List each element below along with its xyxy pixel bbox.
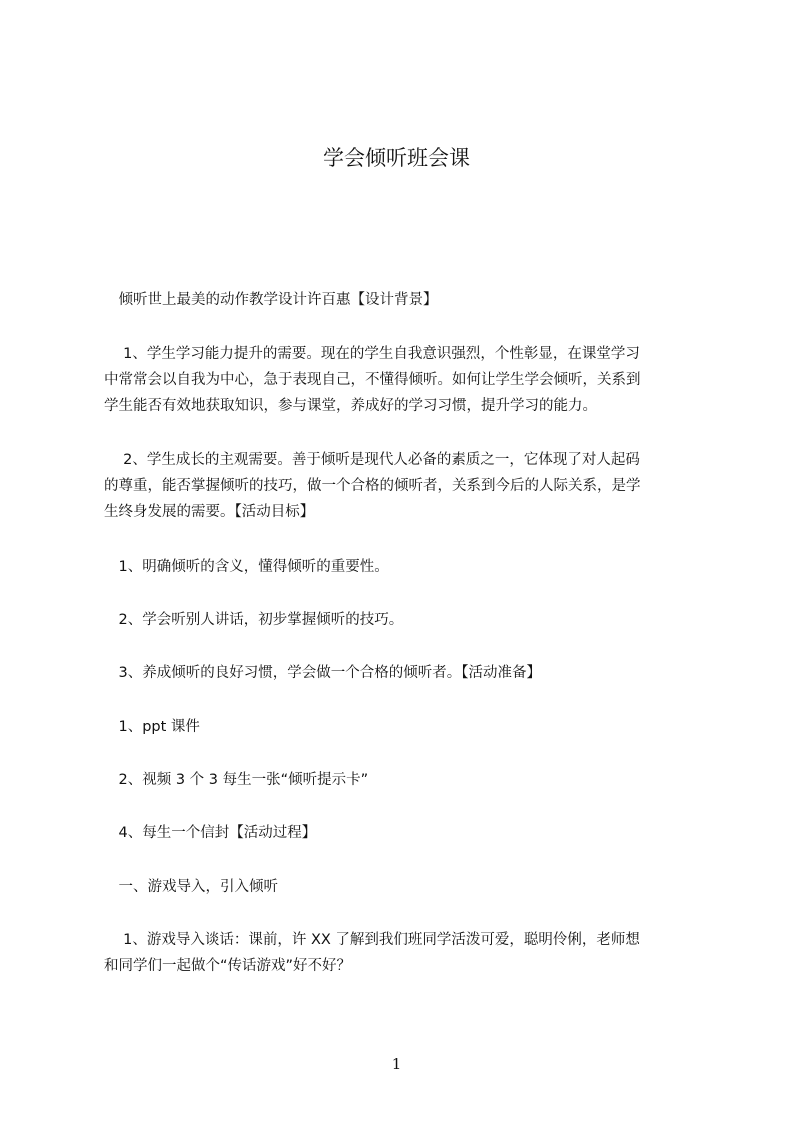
text-line: 生终身发展的需要。【活动目标】 (104, 504, 315, 520)
text-line: 1、明确倾听的含义，懂得倾听的重要性。 (104, 559, 389, 575)
text-line: 1、ppt 课件 (104, 719, 200, 735)
text-line: 1、学生学习能力提升的需要。现在的学生自我意识强烈，个性彰显，在课堂学习 (104, 346, 640, 362)
text-line: 倾听世上最美的动作教学设计许百惠【设计背景】 (104, 292, 438, 308)
text-line: 4、每生一个信封【活动过程】 (104, 825, 317, 841)
text-line: 3、养成倾听的良好习惯，学会做一个合格的倾听者。【活动准备】 (104, 665, 541, 681)
paragraph-prep-4 (104, 820, 716, 846)
text-line: 2、视频 3 个 3 每生一张“倾听提示卡” (104, 772, 369, 788)
paragraph-goal-3 (104, 660, 716, 686)
paragraph-background-1 (104, 341, 716, 419)
text-line: 1、游戏导入谈话：课前，许 XX 了解到我们班同学活泼可爱，聪明伶俐，老师想 (104, 932, 640, 948)
text-line: 2、学生成长的主观需要。善于倾听是现代人必备的素质之一，它体现了对人起码 (104, 452, 640, 468)
text-line: 和同学们一起做个“传话游戏”好不好？ (104, 958, 352, 974)
paragraph-goal-2 (104, 607, 716, 633)
paragraph-background-2 (104, 447, 716, 525)
text-line: 的尊重，能否掌握倾听的技巧，做一个合格的倾听者，关系到今后的人际关系，是学 (104, 478, 641, 494)
paragraph-prep-2 (104, 767, 716, 793)
page-number: 1 (391, 1055, 402, 1073)
paragraph-game-intro (104, 927, 716, 979)
paragraph-intro (104, 287, 716, 313)
document-title: 学会倾听班会课 (323, 146, 470, 170)
text-line: 2、学会听别人讲话，初步掌握倾听的技巧。 (104, 612, 404, 628)
text-line: 中常常会以自我为中心，急于表现自己，不懂得倾听。如何让学生学会倾听，关系到 (104, 372, 641, 388)
text-line: 学生能否有效地获取知识，参与课堂，养成好的学习习惯，提升学习的能力。 (104, 398, 597, 414)
paragraph-goal-1 (104, 554, 716, 580)
paragraph-section-1 (104, 874, 716, 900)
paragraph-prep-1 (104, 714, 716, 740)
text-line: 一、游戏导入，引入倾听 (104, 879, 278, 895)
